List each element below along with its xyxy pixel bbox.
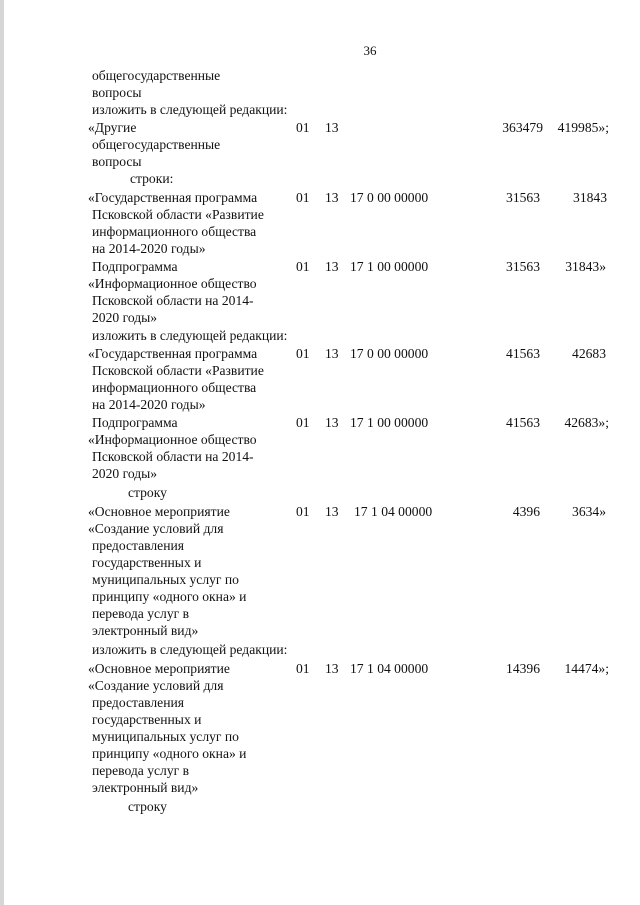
- subsection-code: 13: [325, 346, 339, 361]
- amount-2: 3634»: [572, 504, 606, 519]
- text-line: «Создание условий для: [88, 678, 224, 693]
- text-line: «Основное мероприятие: [88, 504, 230, 519]
- amount-2: 42683: [572, 346, 606, 361]
- text-line: Псковской области «Развитие: [92, 363, 264, 378]
- amount-1: 363479: [502, 120, 543, 135]
- text-line: «Создание условий для: [88, 521, 224, 536]
- text-line: Подпрограмма: [92, 259, 178, 274]
- text-line: муниципальных услуг по: [92, 572, 239, 587]
- text-line: «Информационное общество: [88, 276, 257, 291]
- text-line: Подпрограмма: [92, 415, 178, 430]
- text-line: «Основное мероприятие: [88, 661, 230, 676]
- section-code: 01: [296, 661, 310, 676]
- target-article-code: 17 1 04 00000: [354, 504, 433, 519]
- subsection-code: 13: [325, 120, 339, 135]
- text-line: «Государственная программа: [88, 190, 258, 205]
- text-line: 2020 годы»: [92, 466, 158, 481]
- text-line: «Другие: [88, 120, 137, 135]
- amount-1: 41563: [506, 415, 540, 430]
- text-line: государственных и: [92, 555, 202, 570]
- amount-2: 419985»;: [557, 120, 609, 135]
- subsection-code: 13: [325, 190, 339, 205]
- text-line: принципу «одного окна» и: [92, 746, 247, 761]
- text-line: электронный вид»: [92, 623, 199, 638]
- subsection-code: 13: [325, 661, 339, 676]
- instruction-line: изложить в следующей редакции:: [92, 642, 288, 657]
- instruction-line: изложить в следующей редакции:: [92, 328, 288, 343]
- text-line: «Информационное общество: [88, 432, 257, 447]
- text-line: вопросы: [92, 85, 142, 100]
- text-line: предоставления: [92, 695, 185, 710]
- text-line: муниципальных услуг по: [92, 729, 239, 744]
- text-line: перевода услуг в: [92, 763, 190, 778]
- text-line: информационного общества: [92, 380, 257, 395]
- page-number: 36: [363, 43, 377, 58]
- target-article-code: 17 1 00 00000: [350, 259, 429, 274]
- section-code: 01: [296, 346, 310, 361]
- text-line: перевода услуг в: [92, 606, 190, 621]
- target-article-code: 17 0 00 00000: [350, 190, 429, 205]
- subsection-code: 13: [325, 259, 339, 274]
- amount-1: 14396: [506, 661, 540, 676]
- text-line: 2020 годы»: [92, 310, 158, 325]
- target-article-code: 17 1 00 00000: [350, 415, 429, 430]
- subsection-code: 13: [325, 415, 339, 430]
- instruction-line: изложить в следующей редакции:: [92, 102, 288, 117]
- instruction-line: строку: [128, 799, 167, 814]
- text-line: общегосударственные: [92, 137, 221, 152]
- text-line: Псковской области на 2014-: [92, 449, 254, 464]
- target-article-code: 17 0 00 00000: [350, 346, 429, 361]
- section-code: 01: [296, 120, 310, 135]
- text-line: «Государственная программа: [88, 346, 258, 361]
- amount-2: 42683»;: [564, 415, 609, 430]
- text-line: на 2014-2020 годы»: [92, 241, 206, 256]
- scan-left-edge: [0, 0, 4, 905]
- section-code: 01: [296, 259, 310, 274]
- instruction-line: строки:: [130, 171, 174, 186]
- text-line: Псковской области на 2014-: [92, 293, 254, 308]
- text-line: информационного общества: [92, 224, 257, 239]
- section-code: 01: [296, 190, 310, 205]
- amount-1: 4396: [512, 504, 540, 519]
- text-line: общегосударственные: [92, 68, 221, 83]
- text-line: принципу «одного окна» и: [92, 589, 247, 604]
- amount-1: 31563: [506, 259, 540, 274]
- target-article-code: 17 1 04 00000: [350, 661, 429, 676]
- subsection-code: 13: [325, 504, 339, 519]
- text-line: вопросы: [92, 154, 142, 169]
- amount-2: 31843»: [565, 259, 606, 274]
- section-code: 01: [296, 504, 310, 519]
- text-line: электронный вид»: [92, 780, 199, 795]
- text-line: предоставления: [92, 538, 185, 553]
- amount-1: 41563: [506, 346, 540, 361]
- text-line: Псковской области «Развитие: [92, 207, 264, 222]
- amount-2: 31843: [573, 190, 607, 205]
- text-line: на 2014-2020 годы»: [92, 397, 206, 412]
- amount-1: 31563: [506, 190, 540, 205]
- section-code: 01: [296, 415, 310, 430]
- amount-2: 14474»;: [564, 661, 609, 676]
- text-line: государственных и: [92, 712, 202, 727]
- instruction-line: строку: [128, 485, 167, 500]
